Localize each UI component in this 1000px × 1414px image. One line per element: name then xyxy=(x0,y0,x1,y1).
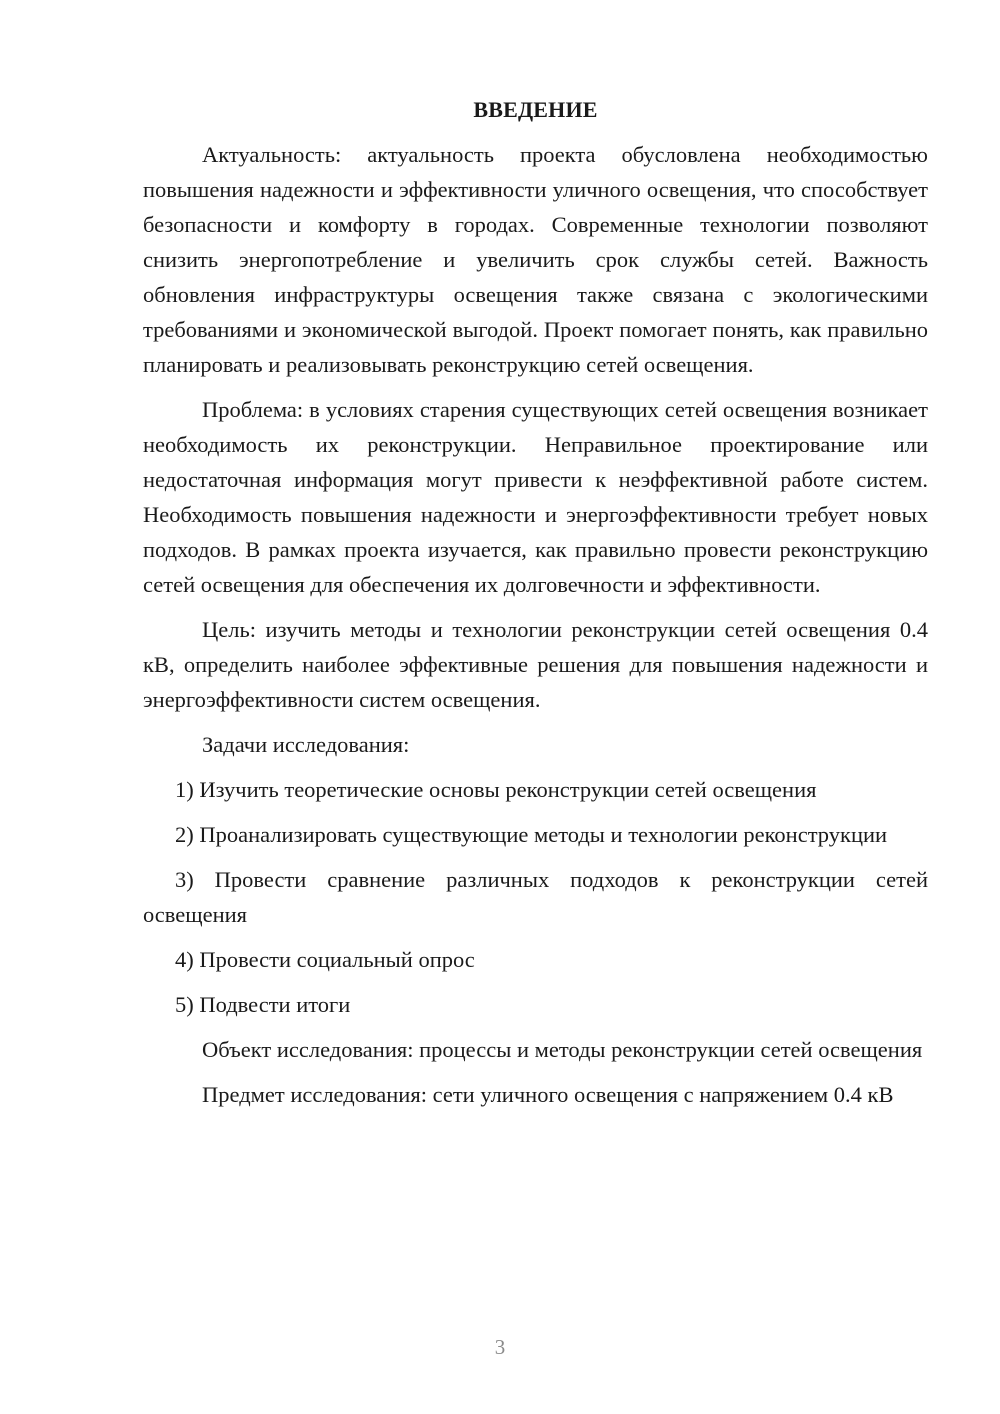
task-item: 4) Провести социальный опрос xyxy=(175,947,475,972)
subject-paragraph: Предмет исследования: сети уличного освещения с напряжением 0.4 кВ xyxy=(202,1082,894,1107)
page-content xyxy=(143,95,928,1122)
section-heading: ВВЕДЕНИЕ xyxy=(473,97,598,122)
tasks-list xyxy=(143,772,928,1022)
task-item: 2) Проанализировать существующие методы и технологии реконструкции xyxy=(175,822,888,847)
task-item: 1) Изучить теоретические основы реконструкции сетей освещения xyxy=(175,777,817,802)
tasks-title: Задачи исследования: xyxy=(202,732,410,757)
task-item: 3) Провести сравнение различных подходов к реконструкции сетей освещения xyxy=(143,867,928,927)
object-paragraph: Объект исследования: процессы и методы реконструкции сетей освещения xyxy=(202,1037,923,1062)
page-number: 3 xyxy=(494,1335,506,1359)
relevance-paragraph: Актуальность: актуальность проекта обусловлена необходимостью повышения надежности и эффективности уличного освещения, что способствует безопасности и комфорту в городах. Современные технологии позволяют снизить энергопотребление и увеличить срок службы сетей. Важность обновления инфраструктуры освещения также связана с экологическими требованиями и экономической выгодой. Проект помогает понять, как правильно планировать и реализовывать реконструкцию сетей освещения. xyxy=(143,142,928,377)
goal-paragraph: Цель: изучить методы и технологии реконструкции сетей освещения 0.4 кВ, определить наиболее эффективные решения для повышения надежности и энергоэффективности систем освещения. xyxy=(143,617,928,712)
task-item: 5) Подвести итоги xyxy=(175,992,351,1017)
problem-paragraph: Проблема: в условиях старения существующих сетей освещения возникает необходимость их реконструкции. Неправильное проектирование или недостаточная информация могут привести к неэффективной работе систем. Необходимость повышения надежности и энергоэффективности требует новых подходов. В рамках проекта изучается, как правильно провести реконструкцию сетей освещения для обеспечения их долговечности и эффективности. xyxy=(143,397,928,597)
